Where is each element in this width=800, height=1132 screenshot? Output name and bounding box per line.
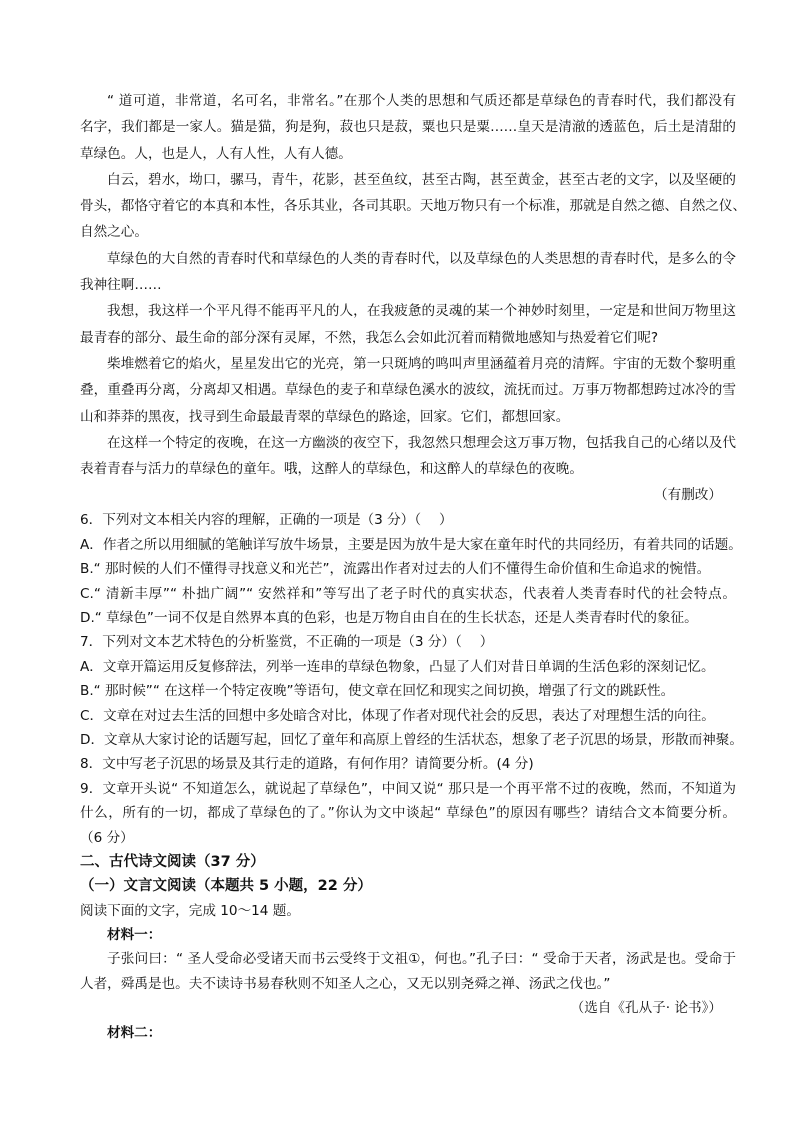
passage-line: 最青春的部分、最生命的部分深有灵犀，不然，我怎么会如此沉着而精微地感知与热爱着它们呢? — [80, 329, 659, 346]
material1-line: 人者，舜禹是也。夫不读诗书易春秋则不知圣人之心，又无以别尧舜之禅、汤武之伐也。” — [80, 975, 611, 992]
question-9-score: （6 分） — [80, 829, 134, 846]
question-6: 6．下列对文本相关内容的理解，正确的一项是（3 分）（ ） — [80, 512, 453, 529]
exam-page — [80, 88, 747, 1045]
reading-passage — [80, 88, 747, 508]
material1-line: 子张问曰：“ 圣人受命必受诸天而书云受终于文祖①，何也。”孔子曰：“ 受命于天者，汤武是也。受命于 — [107, 951, 736, 968]
option-6c: C.“ 清新丰厚”“ 朴拙广阔”“ 安然祥和”等写出了老子时代的真实状态，代表着人类青春时代的社会特点。 — [80, 585, 736, 602]
passage-line: “ 道可道，非常道，名可名，非常名。”在那个人类的思想和气质还都是草绿色的青春时代，我们都没有 — [107, 93, 736, 109]
question-7: 7．下列对文本艺术特色的分析鉴赏，不正确的一项是（3 分）（ ） — [80, 634, 494, 651]
material1-label: 材料一： — [107, 927, 162, 944]
passage-line: 自然之心。 — [80, 224, 148, 241]
passage-line: 草绿色。人，也是人，人有人性，人有人德。 — [80, 145, 352, 162]
passage-line: 草绿色的大自然的青春时代和草绿色的人类的青春时代，以及草绿色的人类思想的青春时代，是多么的令 — [107, 250, 736, 267]
option-7b: B.“ 那时候”“ 在这样一个特定夜晚”等语句，使文章在回忆和现实之间切换，增强了行文的跳跃性。 — [80, 683, 675, 700]
subsection-heading: （一）文言文阅读（本题共 5 小题，22 分） — [80, 878, 372, 895]
passage-line: 表着青春与活力的草绿色的童年。哦，这醉人的草绿色，和这醉人的草绿色的夜晚。 — [80, 461, 583, 478]
passage-line: 白云，碧水，坳口，骡马，青牛，花影，甚至鱼纹，甚至古陶，甚至黄金，甚至古老的文字，以及坚硬的 — [107, 171, 736, 188]
question-9-line: 什么，所有的一切，都成了草绿色的了。”你认为文中谈起“ 草绿色”的原因有哪些？请结合文本简要分析。 — [80, 805, 736, 822]
source-note: （有删改） — [654, 487, 722, 504]
passage-line: 我神往啊…… — [80, 277, 162, 294]
question-9: 9．文章开头说“ 不知道怎么，就说起了草绿色”，中间又说“ 那只是一个再平常不过的夜晚，然而，不知道为 — [80, 780, 736, 797]
passage-line: 名字，我们都是一家人。猫是猫，狗是狗，菽也只是菽，粟也只是粟……皇天是清澈的透蓝色，后土是清甜的 — [80, 119, 736, 136]
instruction: 阅读下面的文字，完成 10～14 题。 — [80, 902, 300, 919]
option-7a: A．文章开篇运用反复修辞法，列举一连串的草绿色物象，凸显了人们对昔日单调的生活色彩的深刻记忆。 — [80, 658, 715, 675]
question-8: 8．文中写老子沉思的场景及其行走的道路，有何作用？请简要分析。(4 分) — [80, 756, 534, 773]
passage-line: 我想，我这样一个平凡得不能再平凡的人，在我疲惫的灵魂的某一个神妙时刻里，一定是和世间万物里这 — [107, 303, 736, 320]
material1-source: （选自《孔从子· 论书》） — [570, 1000, 722, 1017]
passage-line: 叠，重叠再分离，分离却又相遇。草绿色的麦子和草绿色溪水的波纹，流抚而过。万事万物都想跨过冰冷的雪 — [80, 382, 736, 399]
section-heading: 二、古代诗文阅读（37 分） — [80, 853, 265, 870]
option-7c: C．文章在对过去生活的回想中多处暗含对比，体现了作者对现代社会的反思，表达了对理想生活的向往。 — [80, 707, 715, 724]
option-6d: D.“ 草绿色”一词不仅是自然界本真的色彩，也是万物自由自在的生长状态，还是人类青春时代的象征。 — [80, 610, 698, 627]
passage-line: 在这样一个特定的夜晚，在这一方幽淡的夜空下，我忽然只想理会这万事万物，包括我自己的心绪以及代 — [107, 434, 736, 451]
option-7d: D．文章从大家讨论的话题写起，回忆了童年和高原上曾经的生活状态，想象了老子沉思的场景，形散而神聚。 — [80, 731, 743, 748]
passage-line: 山和莽莽的黑夜，找寻到生命最最青翠的草绿色的路途，回家。它们，都想回家。 — [80, 408, 570, 425]
material2-label: 材料二： — [107, 1024, 162, 1041]
option-6a: A．作者之所以用细腻的笔触详写放牛场景，主要是因为放牛是大家在童年时代的共同经历，有着共同的话题。 — [80, 536, 742, 553]
questions — [80, 508, 743, 1045]
passage-line: 骨头，都恪守着它的本真和本性，各乐其业，各司其职。天地万物只有一个标准，那就是自然之德、自然之仪、 — [80, 198, 747, 215]
passage-line: 柴堆燃着它的焰火，星星发出它的光亮，第一只斑鸠的鸣叫声里涵蕴着月亮的清辉。宇宙的无数个黎明重 — [107, 355, 736, 372]
option-6b: B.“ 那时候的人们不懂得寻找意义和光芒”，流露出作者对过去的人们不懂得生命价值和生命追求的惋惜。 — [80, 561, 711, 578]
